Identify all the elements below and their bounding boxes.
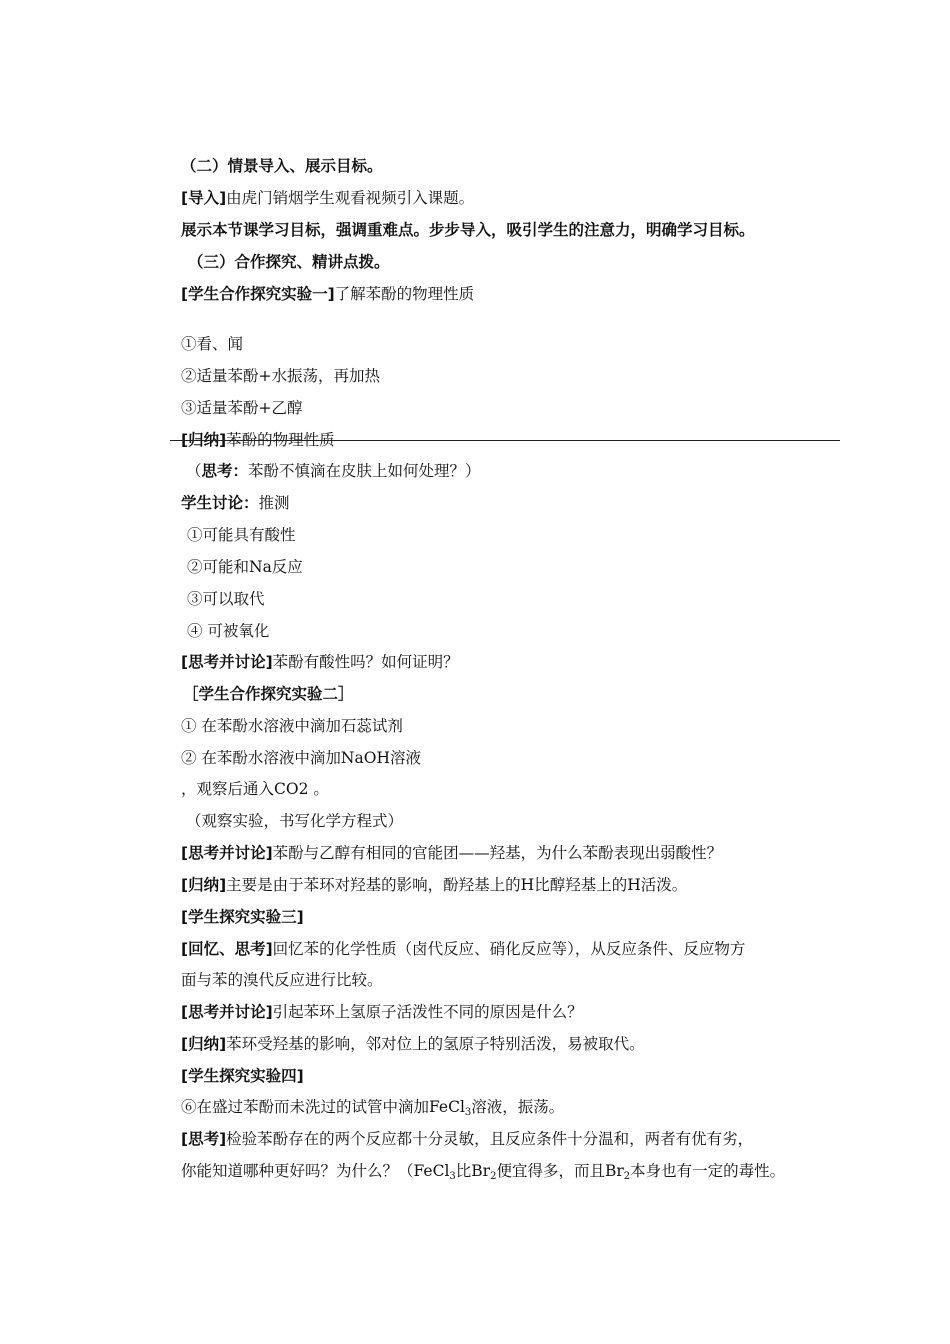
exp3-label: [学生探究实验三] bbox=[181, 908, 304, 926]
subscript: 3 bbox=[449, 1171, 456, 1182]
discussion-item-2: ②可能和Na反应 bbox=[187, 558, 303, 576]
summary-text: 主要是由于苯环对羟基的影响，酚羟基上的H比醇羟基上的H活泼。 bbox=[226, 876, 688, 894]
question-label: [思考并讨论] bbox=[181, 1003, 273, 1021]
discussion-item-1: ①可能具有酸性 bbox=[187, 526, 296, 544]
goals-line: 展示本节课学习目标，强调重难点。步步导入，吸引学生的注意力，明确学习目标。 bbox=[181, 221, 755, 239]
subscript: 2 bbox=[623, 1171, 631, 1182]
discussion-item-3: ③可以取代 bbox=[187, 590, 265, 608]
think-text: 苯酚不慎滴在皮肤上如何处理？） bbox=[248, 462, 481, 480]
recall-label: [回忆、思考] bbox=[181, 940, 273, 958]
exp3-question bbox=[181, 1002, 583, 1022]
question-text: 引起苯环上氢原子活泼性不同的原因是什么？ bbox=[272, 1003, 583, 1021]
think-text: 检验苯酚存在的两个反应都十分灵敏，且反应条件十分温和，两者有优有劣， bbox=[226, 1130, 754, 1148]
exp3-summary bbox=[181, 1034, 645, 1054]
think-label: [思考] bbox=[181, 1130, 227, 1148]
exp4-think-cont bbox=[181, 1161, 785, 1187]
intro-line bbox=[181, 188, 474, 208]
exp1-line bbox=[181, 284, 474, 304]
intro-text: 由虎门销烟学生观看视频引入课题。 bbox=[226, 189, 475, 207]
exp3-recall bbox=[181, 939, 745, 959]
discussion-line bbox=[181, 493, 290, 513]
recall-text: 回忆苯的化学性质（卤代反应、硝化反应等），从反应条件、反应物方 bbox=[272, 940, 746, 958]
exp2-after: ，观察后通入CO2 。 bbox=[181, 780, 329, 798]
exp3-recall-cont: 面与苯的溴代反应进行比较。 bbox=[181, 971, 383, 989]
text-part: 比Br bbox=[455, 1162, 491, 1180]
exp4-item-text: ⑥在盛过苯酚而未洗过的试管中滴加FeCl bbox=[181, 1098, 465, 1116]
exp4-item bbox=[181, 1097, 564, 1123]
summary-label: [归纳] bbox=[181, 1035, 227, 1053]
question-text: 苯酚有酸性吗？如何证明？ bbox=[272, 653, 459, 671]
exp2-question bbox=[181, 843, 722, 863]
exp1-label: [学生合作探究实验一] bbox=[181, 285, 335, 303]
section-heading-2: （二）情景导入、展示目标。 bbox=[181, 157, 383, 175]
exp1-item-1: ①看、闻 bbox=[181, 335, 244, 353]
think-line bbox=[186, 461, 481, 481]
question-text: 苯酚与乙醇有相同的官能团——羟基，为什么苯酚表现出弱酸性？ bbox=[272, 844, 723, 862]
exp1-text: 了解苯酚的物理性质 bbox=[334, 285, 475, 303]
discussion-item-4: ④ 可被氧化 bbox=[187, 622, 270, 640]
intro-label: [导入] bbox=[181, 189, 227, 207]
exp2-summary bbox=[181, 875, 687, 895]
text-part: 本身也有一定的毒性。 bbox=[630, 1162, 786, 1180]
exp1-item-3: ③适量苯酚+乙醇 bbox=[181, 399, 303, 417]
subscript: 2 bbox=[490, 1171, 497, 1182]
think-label: 思考： bbox=[201, 462, 249, 480]
exp4-label: [学生探究实验四] bbox=[181, 1067, 304, 1085]
exp2-item-1: ① 在苯酚水溶液中滴加石蕊试剂 bbox=[181, 717, 403, 735]
exp2-label: ［学生合作探究实验二］ bbox=[183, 685, 354, 703]
summary-text: 苯环受羟基的影响，邻对位上的氢原子特别活泼，易被取代。 bbox=[226, 1035, 645, 1053]
question-label: [思考并讨论] bbox=[181, 653, 273, 671]
summary-text: 苯酚的物理性质 bbox=[226, 431, 335, 449]
exp1-item-2: ②适量苯酚+水振荡，再加热 bbox=[181, 367, 380, 385]
subscript: 3 bbox=[464, 1107, 472, 1118]
discussion-question bbox=[181, 652, 459, 672]
question-label: [思考并讨论] bbox=[181, 844, 273, 862]
text-part: 你能知道哪种更好吗？为什么？（FeCl bbox=[181, 1162, 450, 1180]
text-part: 便宜得多，而且Br bbox=[496, 1162, 624, 1180]
exp4-think bbox=[181, 1129, 753, 1149]
summary-label: [归纳] bbox=[181, 876, 227, 894]
exp4-item-end: 溶液，振荡。 bbox=[471, 1098, 565, 1116]
discussion-label: 学生讨论： bbox=[181, 494, 259, 512]
section-heading-3: （三）合作探究、精讲点拨。 bbox=[188, 253, 390, 271]
exp2-item-2: ② 在苯酚水溶液中滴加NaOH溶液 bbox=[181, 749, 421, 767]
discussion-text: 推测 bbox=[258, 494, 290, 512]
summary-label: [归纳] bbox=[181, 431, 227, 449]
horizontal-rule bbox=[170, 440, 840, 441]
think-open: （ bbox=[186, 462, 202, 480]
exp2-note: （观察实验，书写化学方程式） bbox=[186, 812, 404, 830]
